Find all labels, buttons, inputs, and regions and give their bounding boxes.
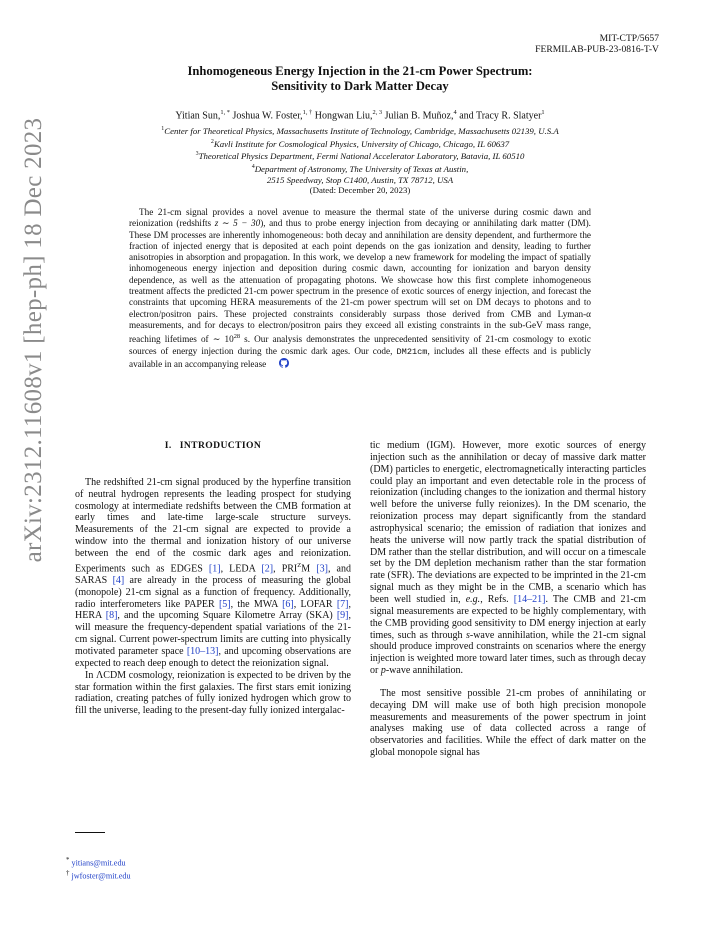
left-column: [75, 440, 351, 717]
citation-link[interactable]: [2]: [261, 563, 274, 575]
citation-link[interactable]: [4]: [112, 574, 125, 586]
author-affil-mark: 4: [453, 109, 457, 116]
body-text: -wave annihilation, while the 21-cm signal should produce improved constraints on scenarios where the energy injection is weighted more toward later times, such as through decay or: [370, 629, 646, 677]
affiliation: [80, 175, 640, 186]
affiliation: [80, 137, 640, 150]
body-italic: s: [465, 629, 470, 641]
affiliations: [80, 124, 640, 196]
affiliation-mark: 2: [210, 138, 214, 145]
title-line: Inhomogeneous Energy Injection in the 21-cm Power Spectrum:: [187, 64, 533, 78]
author-list: [80, 107, 640, 122]
body-paragraph: [370, 440, 646, 677]
email-link[interactable]: jwfoster@mit.edu: [71, 872, 131, 882]
author-name: and Tracy R. Slatyer: [459, 110, 542, 122]
body-text: , LEDA: [220, 563, 262, 575]
code-name: DM21cm: [396, 346, 428, 357]
paragraph-gap: [370, 677, 646, 688]
citation-link[interactable]: [6]: [282, 598, 294, 610]
body-text: The redshifted 21-cm signal produced by the hyperfine transition of neutral hydrogen represents the leading prospect for studying cosmology at intermediate redshifts between the CMB formation at early times and late-time large-scale structure surveys. Measurements of the 21-cm signal are expected to provide a window into the thermal and ionization history of our universe between the end of the cosmic dark ages and reionization. Experiments such as EDGES: [75, 476, 351, 575]
affiliation: [80, 124, 640, 137]
section-number: I.: [164, 440, 172, 451]
abstract-text: s. Our analysis demonstrates the unprecedented sensitivity of 21-cm cosmology to exotic sources of energy injection during the cosmic dark ages. Our code,: [129, 334, 591, 356]
footnote-rule: [75, 832, 105, 833]
body-text: -wave annihilation.: [385, 665, 464, 677]
body-text: , PRI: [273, 563, 298, 575]
affiliation-text: Theoretical Physics Department, Fermi National Accelerator Laboratory, Batavia, IL 60510: [198, 151, 525, 162]
citation-link[interactable]: [14–21]: [513, 593, 546, 605]
abstract-text: , includes all these effects and is publicly available in an accompanying release: [129, 345, 592, 369]
author-affil-mark[interactable]: 1, *: [220, 109, 230, 116]
arxiv-side-stamp: [6, 20, 62, 660]
github-icon[interactable]: [269, 358, 289, 371]
body-paragraph: [75, 477, 351, 670]
section-heading: [75, 440, 351, 452]
abstract-text: ), and thus to probe energy injection from decaying or annihilating dark matter (DM). These DM processes are inherently inhomogeneous: both decay and annihilation are density dependent, and furthermore the fraction of injected energy that is deposited at each point depends on the gas ionization and density, leading to further anisotropies in absorption and propagation. In this work, we develop a new framework for modeling the impact of spatially inhomogeneous energy injection and deposition during cosmic dawn, accounting for ionization and baryon density dependence, as well as the attenuation of propagating photons. We showcase how this first complete inhomogeneous treatment affects the predicted 21-cm power spectrum in the presence of exotic sources of energy injection, and forecast the constraints that upcoming HERA measurements of the 21-cm power spectrum will set on DM decays to photons and to electron/positron pairs. These projected constraints considerably surpass those derived from CMB and Lyman-α measurements, and for decays to electron/positron pairs they exceed all existing constraints in the sub-GeV mass range, reaching lifetimes of: [129, 218, 591, 345]
report-number: FERMILAB-PUB-23-0816-T-V: [535, 44, 659, 56]
report-numbers: [535, 33, 659, 56]
citation-link[interactable]: [3]: [316, 563, 328, 575]
citation-link[interactable]: [9]: [336, 610, 349, 622]
citation-link[interactable]: [7]: [336, 598, 349, 610]
footnote: [66, 856, 131, 869]
body-text: are already in the process of measuring the global (monopole) 21-cm signal as a function of frequency. Additionally, radio interferometers like PAPER: [75, 574, 351, 610]
author-name: Julian B. Muñoz,: [384, 110, 454, 122]
body-text: , HERA: [75, 598, 352, 622]
footnote-mark: †: [66, 870, 70, 878]
email-link[interactable]: yitians@mit.edu: [71, 858, 126, 868]
author-name: Hongwan Liu,: [314, 110, 373, 122]
affiliation: [80, 149, 640, 162]
arxiv-identifier[interactable]: arXiv:2312.11608v1 [hep-ph] 18 Dec 2023: [20, 117, 47, 563]
redshift-range: z ∼ 5 − 30: [214, 218, 261, 229]
abstract-paragraph: [129, 207, 591, 371]
body-text: , Refs.: [480, 593, 514, 605]
body-italic: e.g.: [465, 593, 481, 605]
body-paragraph: In ΛCDM cosmology, reionization is expected to be driven by the star formation within the first galaxies. The first stars emit ionizing radiation, creating patches of fully ionized hydrogen which grow to fill the universe, leading to the present-day fully ionized intergalac-: [75, 669, 351, 717]
lifetime-value: ∼ 10: [212, 334, 234, 345]
dated-line: (Dated: December 20, 2023): [309, 185, 411, 196]
right-column: [370, 440, 646, 759]
abstract-text: The 21-cm signal provides a novel avenue to measure the thermal state of the universe during cosmic dawn and reionization (redshifts: [129, 207, 591, 229]
affiliation-mark: 1: [161, 126, 165, 132]
footnote-mark: *: [66, 857, 70, 864]
body-italic: p: [380, 665, 386, 677]
affiliation-text: Department of Astronomy, The University of Texas at Austin,: [254, 163, 469, 174]
body-text: . The CMB and 21-cm signal measurements are expected to be highly complementary, with the CMB providing good sensitivity to DM energy injection at early times, such as through: [370, 593, 646, 641]
title-line: Sensitivity to Dark Matter Decay: [271, 79, 449, 94]
author-name: Yitian Sun,: [175, 110, 221, 122]
affiliation-text: 2515 Speedway, Stop C1400, Austin, TX 78712, USA: [266, 174, 454, 185]
affiliation-mark: 3: [195, 151, 199, 158]
author-affil-mark: 1: [541, 109, 545, 116]
footnote: [66, 869, 131, 882]
prizm-superscript: Z: [297, 561, 302, 569]
author-affil-mark: 2, 3: [372, 109, 383, 116]
body-text: tic medium (IGM). However, more exotic sources of energy injection such as the annihilation or decay of massive dark matter (DM) particles to energetic, electromagnetically interacting particles could play an important and even detectable role in the process of reionization (including changes to the ionization and thermal history well before the universe fully reionizes). In the DM scenario, the reionization process may depart significantly from the standard astrophysical scenario; the emission of radiation that ionizes and heats the universe will now partly track the spatial distribution of DM rather than the stellar distribution, and will occur on a timescale set by the DM depletion mechanism rather than the star formation rate (SFR). The deviations are expected to be imprinted in the 21-cm signal much as they might be in the CMB, a scenario which has been well studied in,: [370, 440, 646, 605]
paper-title: [100, 64, 620, 94]
affiliation-text: Kavli Institute for Cosmological Physics, University of Chicago, Chicago, IL 60637: [213, 138, 510, 149]
affiliation-text: Center for Theoretical Physics, Massachusetts Institute of Technology, Cambridge, Massachusetts 02139, U.S.A: [164, 125, 559, 136]
body-paragraph: The most sensitive possible 21-cm probes of annihilating or decaying DM will make use of both high precision monopole measurements and measurements of the power spectrum in joint analyses making use of data collected across a range of observatories and facilities. While the effect of dark matter on the global monopole signal has: [370, 687, 646, 759]
body-text: , LOFAR: [293, 598, 337, 610]
lifetime-exponent: 28: [233, 333, 241, 341]
citation-link[interactable]: [8]: [105, 610, 118, 622]
author-affil-mark[interactable]: 1, †: [302, 109, 313, 116]
citation-link[interactable]: [10–13]: [186, 645, 219, 657]
body-text: , and the upcoming Square Kilometre Array (SKA): [117, 610, 337, 622]
affiliation: [80, 162, 640, 175]
author-name: Joshua W. Foster,: [232, 110, 303, 122]
section-title: INTRODUCTION: [179, 440, 262, 451]
body-text: , and upcoming observations are expected to reach deep enough to detect the reionization signal.: [75, 645, 352, 669]
report-number: MIT-CTP/5657: [599, 33, 659, 44]
body-text: , the MWA: [230, 598, 283, 610]
abstract: [129, 207, 591, 371]
citation-link[interactable]: [5]: [218, 598, 231, 610]
body-text: , will measure the frequency-dependent spatial variations of the 21-cm signal. Current power-spectrum limits are cutting into physically motivated parameter space: [75, 610, 351, 657]
affiliation-mark: 4: [251, 163, 255, 170]
body-text: , and SARAS: [75, 563, 351, 586]
body-text: M: [301, 563, 317, 575]
footnotes: [66, 856, 131, 883]
citation-link[interactable]: [1]: [208, 563, 221, 575]
